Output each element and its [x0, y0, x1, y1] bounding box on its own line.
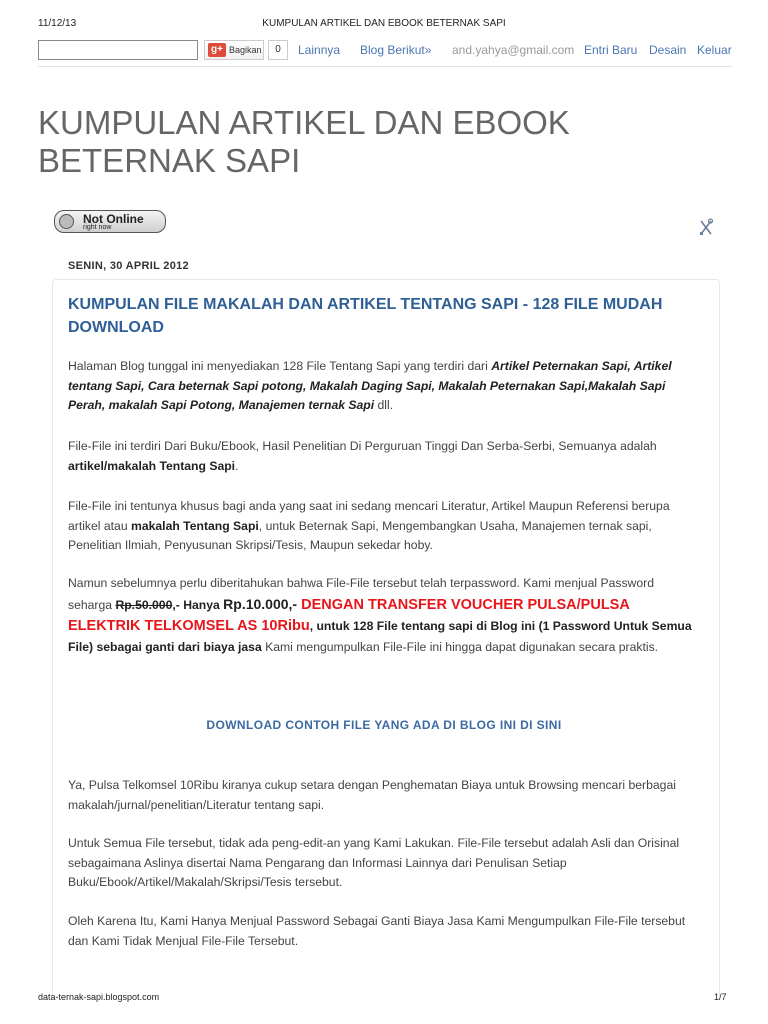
post-paragraph-4: Namun sebelumnya perlu diberitahukan bahwa File-File tersebut telah terpassword. Kami menjual Password seharga Rp.50.000,- Hanya Rp.10.000,- DENGAN TRANSFER VOUCHER PULSA/PULSA ELEKTRIK TELKOMSEL AS 10Ribu, untuk 128 File tentang sapi di Blog ini (1 Password Untuk Semua File) sebagai ganti dari biaya jasa Kami mengumpulkan File-File ini hingga dapat digunakan secara praktis. — [68, 576, 692, 654]
new-post-link[interactable]: Entri Baru — [584, 43, 638, 57]
gplus-share-label: Bagikan — [229, 45, 262, 55]
post-paragraph-5: Ya, Pulsa Telkomsel 10Ribu kiranya cukup setara dengan Penghematan Biaya untuk Browsing mencari berbagai makalah/jurnal/penelitian/Literatur tentang sapi. — [68, 778, 676, 812]
share-count: 0 — [268, 40, 288, 60]
status-line1: Not Online — [83, 212, 144, 226]
logout-link[interactable]: Keluar — [697, 43, 732, 57]
design-link[interactable]: Desain — [649, 43, 687, 57]
print-page-number: 1/7 — [714, 992, 727, 1002]
post-title[interactable]: KUMPULAN FILE MAKALAH DAN ARTIKEL TENTANG SAPI - 128 FILE MUDAH DOWNLOAD — [68, 296, 663, 336]
post-date: SENIN, 30 APRIL 2012 — [68, 260, 189, 272]
blog-title[interactable]: KUMPULAN ARTIKEL DAN EBOOK BETERNAK SAPI — [38, 104, 570, 179]
print-title: KUMPULAN ARTIKEL DAN EBOOK BETERNAK SAPI — [262, 18, 506, 29]
download-sample-link[interactable]: DOWNLOAD CONTOH FILE YANG ADA DI BLOG INI DI SINI — [206, 718, 562, 732]
post-paragraph-3: File-File ini tentunya khusus bagi anda yang saat ini sedang mencari Literatur, Artikel Maupun Referensi berupa artikel atau makalah Tentang Sapi, untuk Beternak Sapi, Mengembangkan Usaha, Manajemen ternak sapi, Penelitian Ilmiah, Penyusunan Skripsi/Tesis, Maupun sekedar hoby. — [68, 499, 670, 552]
post-paragraph-7: Oleh Karena Itu, Kami Hanya Menjual Password Sebagai Ganti Biaya Jasa Kami Mengumpulkan File-File tersebut dan Kami Tidak Menjual File-File Tersebut. — [68, 914, 686, 948]
print-footer-url: data-ternak-sapi.blogspot.com — [38, 992, 160, 1002]
online-status-badge — [54, 210, 166, 233]
voucher-promo: DENGAN TRANSFER VOUCHER PULSA/PULSA ELEKTRIK TELKOMSEL AS 10Ribu — [68, 597, 630, 634]
user-email: and.yahya@gmail.com — [452, 43, 575, 57]
more-link[interactable]: Lainnya — [298, 43, 341, 57]
gplus-share-button[interactable] — [204, 40, 264, 60]
post-paragraph-1: Halaman Blog tunggal ini menyediakan 128 File Tentang Sapi yang terdiri dari Artikel Peternakan Sapi, Artikel tentang Sapi, Cara beternak Sapi potong, Makalah Daging Sapi, Makalah Peternakan Sapi,Makalah Sapi Perah, makalah Sapi Potong, Manajemen ternak Sapi dll. — [68, 359, 672, 412]
gplus-icon: g+ — [208, 43, 226, 57]
search-input[interactable] — [38, 40, 198, 60]
status-line2: right now — [83, 224, 112, 231]
edit-tools-icon[interactable] — [698, 218, 714, 236]
next-blog-link[interactable]: Blog Berikut» — [360, 43, 432, 57]
post-paragraph-6: Untuk Semua File tersebut, tidak ada peng-edit-an yang Kami Lakukan. File-File tersebut adalah Asli dan Orisinal sebagaimana Aslinya disertai Nama Pengarang dan Informasi Lainnya dari Penulisan Setiap Buku/Ebook/Artikel/Makalah/Skripsi/Tesis tersebut. — [68, 836, 680, 889]
post-paragraph-2: File-File ini terdiri Dari Buku/Ebook, Hasil Penelitian Di Perguruan Tinggi Dan Serba-Serbi, Semuanya adalah artikel/makalah Tentang Sapi. — [68, 439, 657, 473]
old-price: Rp.50.000 — [115, 598, 173, 612]
new-price: Rp.10.000,- — [223, 596, 298, 612]
status-indicator-icon — [59, 214, 74, 229]
print-date: 11/12/13 — [38, 18, 77, 29]
